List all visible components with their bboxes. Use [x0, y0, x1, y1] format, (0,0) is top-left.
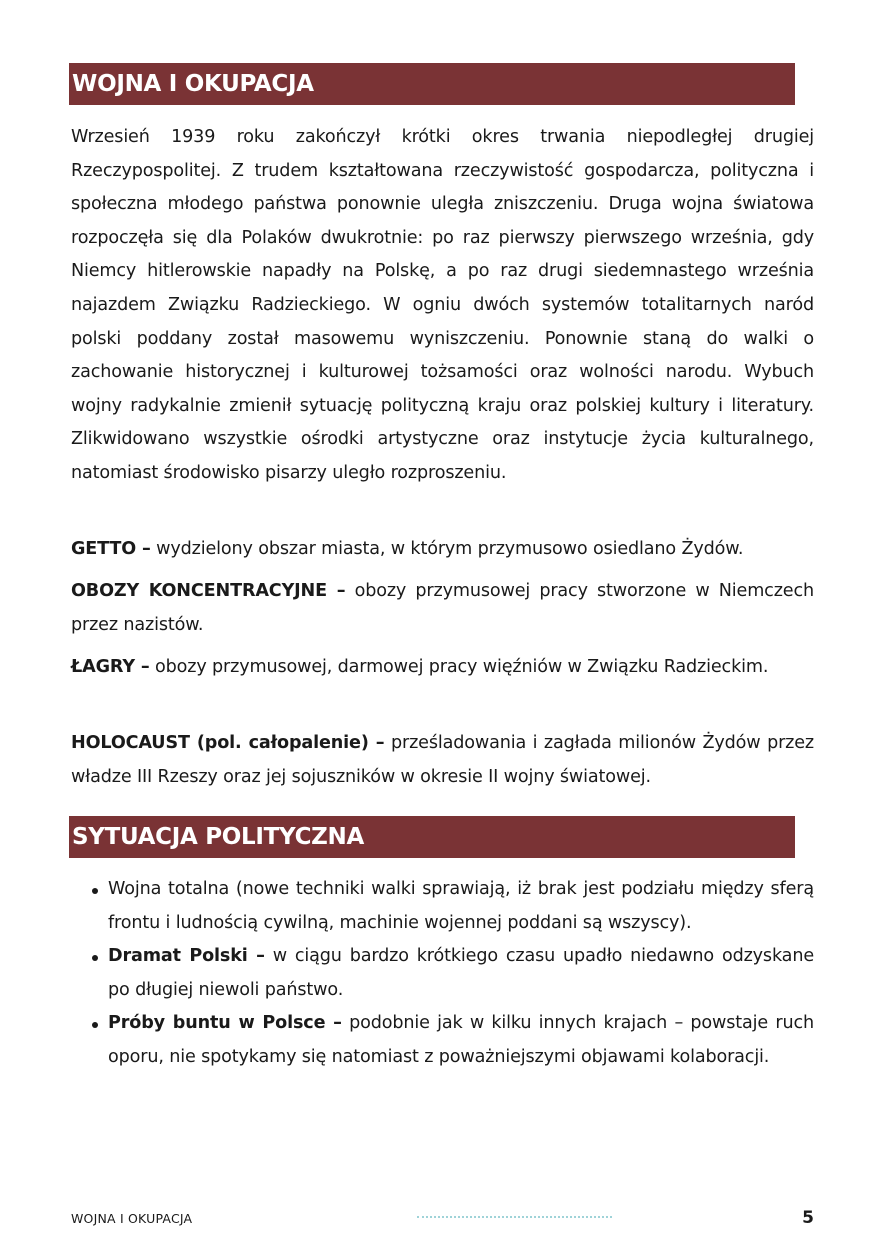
- definition-lagry: [71, 651, 814, 685]
- definition-term: HOLOCAUST (pol. całopalenie) –: [71, 733, 385, 753]
- list-item-term: Próby buntu w Polsce –: [108, 1013, 342, 1034]
- definition-term: ŁAGRY –: [71, 657, 150, 677]
- list-item: [71, 1007, 814, 1074]
- intro-paragraph: Wrzesień 1939 roku zakończył krótki okres trwania niepodległej drugiej Rzeczypospolitej. Z trudem kształtowana rzeczywistość gospodarcza, polityczna i społeczna młodego państwa ponownie uległa zniszczeniu. Druga wojna światowa rozpoczęła się dla Polaków dwukrotnie: po raz pierwszy pierwszego września, gdy Niemcy hitlerowskie napadły na Polskę, a po raz drugi siedemnastego września najazdem Związku Radzieckiego. W ogniu dwóch systemów totalitarnych naród polski poddany został masowemu wyniszczeniu. Ponownie staną do walki o zachowanie historycznej i kulturowej tożsamości oraz wolności narodu. Wybuch wojny radykalnie zmienił sytuację polityczną kraju oraz polskiej kultury i literatury. Zlikwidowano wszystkie ośrodki artystyczne oraz instytucje życia kulturalnego, natomiast środowisko pisarzy uległo rozproszeniu.: [71, 127, 814, 483]
- list-item: [71, 873, 814, 940]
- definition-holocaust: [71, 727, 814, 794]
- bullet-icon: [92, 888, 98, 894]
- definition-text: wydzielony obszar miasta, w którym przymusowo osiedlano Żydów.: [150, 539, 744, 559]
- definition-getto: [71, 533, 814, 567]
- definition-text: obozy przymusowej pracy stworzone w Niemczech przez nazistów.: [71, 581, 814, 635]
- list-item-text: w ciągu bardzo krótkiego czasu upadło niedawno odzyskane po długiej niewoli państwo.: [108, 946, 814, 1000]
- footer-section-label: WOJNA I OKUPACJA: [71, 1211, 193, 1226]
- definition-term: GETTO –: [71, 539, 151, 559]
- page-number: 5: [802, 1208, 814, 1228]
- definition-text: prześladowania i zagłada milionów Żydów przez władze III Rzeszy oraz jej sojuszników w okresie II wojny światowej.: [71, 733, 815, 787]
- definition-term: OBOZY KONCENTRACYJNE –: [71, 581, 346, 601]
- list-item-term: Dramat Polski –: [108, 946, 265, 967]
- list-item: [71, 940, 814, 1007]
- footer-divider: [417, 1216, 612, 1218]
- bullet-icon: [92, 1022, 98, 1028]
- section-heading-war-occupation: WOJNA I OKUPACJA: [69, 63, 795, 105]
- bullet-icon: [92, 955, 98, 961]
- list-item-text: podobnie jak w kilku innych krajach – powstaje ruch oporu, nie spotykamy się natomiast z poważniejszymi objawami kolaboracji.: [108, 1013, 814, 1067]
- definition-text: obozy przymusowej, darmowej pracy więźniów w Związku Radzieckim.: [149, 657, 769, 677]
- political-situation-list: [71, 873, 814, 1075]
- section-heading-political-situation: SYTUACJA POLITYCZNA: [69, 816, 795, 858]
- definition-concentration-camps: [71, 575, 814, 642]
- list-item-text: Wojna totalna (nowe techniki walki sprawiają, iż brak jest podziału między sferą frontu i ludnością cywilną, machinie wojennej poddani są wszyscy).: [108, 879, 814, 933]
